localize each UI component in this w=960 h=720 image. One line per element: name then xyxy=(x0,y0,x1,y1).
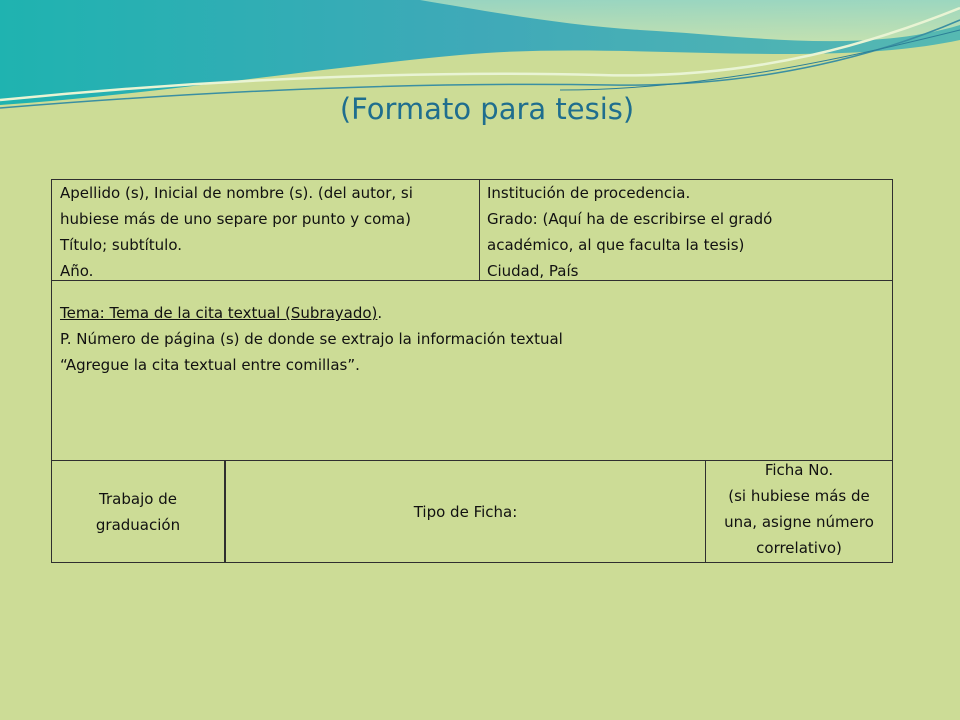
year-line: Año. xyxy=(60,262,94,280)
bibliographic-card xyxy=(51,179,893,563)
degree-line-1: Grado: (Aquí ha de escribirse el gradó xyxy=(487,210,773,228)
city-line: Ciudad, País xyxy=(487,262,579,280)
card-number-line-4: correlativo) xyxy=(756,539,842,557)
card-type-cell xyxy=(226,461,706,562)
quote-cell xyxy=(52,280,892,461)
work-type-label: Trabajo de graduación xyxy=(95,489,181,534)
card-number-line-1: Ficha No. xyxy=(764,461,834,479)
author-title-cell xyxy=(52,180,480,280)
author-line-2: hubiese más de uno separe por punto y coma) xyxy=(60,210,411,228)
degree-line-2: académico, al que faculta la tesis) xyxy=(487,236,745,254)
work-type-cell xyxy=(52,461,226,562)
slide-title: (Formato para tesis) xyxy=(339,92,635,126)
topic-underlined: Tema: Tema de la cita textual (Subrayado) xyxy=(60,304,378,322)
institution-line: Institución de procedencia. xyxy=(487,184,691,202)
card-number-line-3: una, asigne número xyxy=(724,513,874,531)
author-line-1: Apellido (s), Inicial de nombre (s). (del autor, si xyxy=(60,184,413,202)
topic-line xyxy=(60,300,892,326)
card-number-cell xyxy=(706,457,892,558)
card-type-label: Tipo de Ficha: xyxy=(413,502,518,521)
card-header-row xyxy=(52,180,892,281)
card-footer-row xyxy=(52,461,892,562)
page-line: P. Número de página (s) de donde se extrajo la información textual xyxy=(60,330,563,348)
title-line: Título; subtítulo. xyxy=(60,236,183,254)
institution-cell xyxy=(480,180,892,280)
quote-line: “Agregue la cita textual entre comillas”. xyxy=(60,356,360,374)
topic-period: . xyxy=(377,304,383,322)
card-number-line-2: (si hubiese más de xyxy=(728,487,870,505)
